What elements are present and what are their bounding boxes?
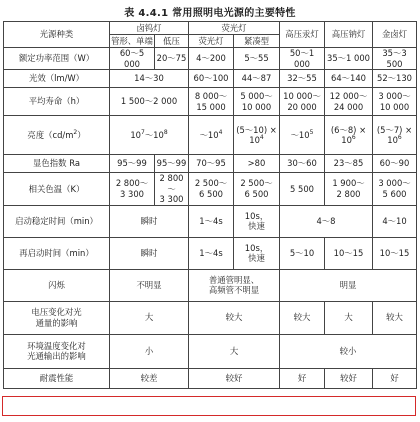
cell-line: 高频管不明显 [208,285,260,295]
label-line: 电压变化对光 [31,307,82,317]
cell: 1～4s [189,205,234,237]
cell-line: 15 000 [196,101,226,112]
cell: 好 [373,368,417,388]
cell-text: ～10 [144,129,164,140]
cell-line [235,135,278,146]
row-label: 耐震性能 [4,368,110,388]
cell [234,88,280,116]
cell: 35～1 000 [325,48,373,70]
header-hp-sodium: 高压钠灯 [325,22,373,48]
cell-text: 10 [387,135,398,145]
cell-line: 10 000 [241,101,272,112]
row-restart-time [4,237,417,269]
cell-line: 快速 [248,253,265,263]
cell: 较大 [189,301,280,334]
cell [189,116,234,155]
cell: 10～15 [325,237,373,269]
row-label: 闪烁 [4,269,110,301]
cell: 44～87 [234,70,280,88]
cell: 32～55 [280,70,325,88]
cell-line: 10s， [244,242,269,253]
label-line: 光通输出的影响 [27,351,86,361]
cell-line: 3 300 [159,194,184,204]
cell-line: 20 000 [287,101,317,112]
cell: 较差 [110,368,189,388]
cell [373,116,417,155]
row-efficacy [4,70,417,88]
cell: 60～90 [373,155,417,173]
cell-text: 10 [249,135,260,145]
cell-line: 6 500 [244,188,269,199]
cell-sup: 6 [397,134,402,142]
cell: 较大 [280,301,325,334]
cell: 较好 [325,368,373,388]
cell-line: 1 900～ [332,178,365,189]
cell [189,173,234,206]
row-shock-resistance [4,368,417,388]
header-halogen-lowvoltage: 低压 [155,35,189,48]
cell-line: 2 500～ [240,178,273,189]
cell: 较大 [373,301,417,334]
cell-line: 2 800～ [159,173,184,194]
cell: 小 [110,334,189,368]
cell: 5～10 [280,237,325,269]
row-cct [4,173,417,206]
cell-line: 5 600 [382,188,407,199]
cell [325,88,373,116]
cell [110,173,155,206]
cell-line: 10s， [244,210,269,221]
cell-line: 12 000～ [329,91,368,101]
cell-sup: 6 [351,134,356,142]
row-label [4,301,110,334]
cell-sup: 4 [218,128,223,136]
cell-line: 6 500 [199,188,223,199]
cell [325,173,373,206]
cell-line [326,135,371,146]
label-text: 亮度（cd/m [27,129,74,140]
cell [234,173,280,206]
row-label: 平均寿命（h） [4,88,110,116]
cell: 14～30 [110,70,189,88]
cell [373,173,417,206]
cell [280,116,325,155]
cell: 较小 [280,334,417,368]
cell: 4～10 [373,205,417,237]
cell-line: (5～10) × [236,124,277,135]
cell: 64～140 [325,70,373,88]
row-label: 显色指数 Ra [4,155,110,173]
cell [234,205,280,237]
cell: 不明显 [110,269,189,301]
cell: 95～99 [110,155,155,173]
header-fluorescent: 荧光灯 [189,22,280,35]
row-flicker [4,269,417,301]
row-label [4,116,110,155]
header-row [4,22,417,35]
row-label: 相关色温（K） [4,173,110,206]
row-cri [4,155,417,173]
cell: 50～1 000 [280,48,325,70]
cell: 明显 [280,269,417,301]
cell [189,269,280,301]
cell-line: 普通管明显、 [208,274,260,285]
label-line: 通量的影响 [35,317,78,328]
cell-line: 24 000 [333,101,364,112]
cell [155,173,189,206]
cell-line: 10 000～ [283,91,321,101]
cell-line: (5～7) × [376,124,413,135]
cell: 4～8 [280,205,373,237]
cell: 瞬时 [110,237,189,269]
cell: 5～55 [234,48,280,70]
cell: 1 500～2 000 [110,88,189,116]
label-text: ） [77,129,86,140]
row-life [4,88,417,116]
row-label: 额定功率范围（W） [4,48,110,70]
label-sup: 2 [73,128,78,136]
cell [234,237,280,269]
cell: 好 [280,368,325,388]
row-temperature-effect [4,334,417,368]
cell [234,116,280,155]
cell-line: 3 000～ [378,178,411,189]
cell: 23～85 [325,155,373,173]
table-title: 表 4.4.1 常用照明电光源的主要特性 [124,8,296,19]
cell: 瞬时 [110,205,189,237]
cell-text: ～10 [290,129,310,140]
cell: 70～95 [189,155,234,173]
cell: 95～99 [155,155,189,173]
cell-sup: 8 [163,128,168,136]
header-type: 光源种类 [4,22,110,48]
cell-sup: 4 [259,134,264,142]
cell [189,88,234,116]
cell: 35～3 500 [373,48,417,70]
cell-line: (6～8) × [330,124,367,135]
cell: 4～200 [189,48,234,70]
cell: 5 500 [280,173,325,206]
cell-line [374,135,415,146]
cell-text: 10 [130,129,141,140]
cell: 较好 [189,368,280,388]
cell: 大 [189,334,280,368]
cell-line: 3 000～ [378,91,411,101]
header-halogen: 卤钨灯 [110,22,189,35]
header-fluorescent-tube: 荧光灯 [189,35,234,48]
cell: 60～100 [189,70,234,88]
cell-line: 5 000～ [240,91,273,101]
cell: 10～15 [373,237,417,269]
highlight-box [2,396,416,416]
cell: 1～4s [189,237,234,269]
cell [110,116,189,155]
row-label: 光效（lm/W） [4,70,110,88]
cell-text: ～10 [199,129,219,140]
cell: >80 [234,155,280,173]
cell [280,88,325,116]
cell [325,116,373,155]
row-start-time [4,205,417,237]
row-voltage-effect [4,301,417,334]
cell-line: 2 500～ [194,178,228,189]
cell-sup: 7 [140,128,145,136]
cell: 大 [325,301,373,334]
cell: 60～5 000 [110,48,155,70]
cell-text: 10 [341,135,352,145]
cell-line: 8 000～ [194,91,228,101]
cell: 20～75 [155,48,189,70]
label-line: 环境温度变化对 [27,340,86,351]
header-halogen-tubular: 管形、单端 [111,35,153,46]
cell: 52～130 [373,70,417,88]
cell-line: 2 800～ [115,178,149,189]
header-hp-mercury: 高压汞灯 [280,22,325,48]
row-label [4,334,110,368]
row-power [4,48,417,70]
cell-line: 2 800 [336,188,361,199]
cell-line: 3 300 [120,188,144,199]
cell [373,88,417,116]
cell: 30～60 [280,155,325,173]
row-label: 启动稳定时间（min） [4,205,110,237]
cell-sup: 5 [309,128,314,136]
row-label: 再启动时间（min） [4,237,110,269]
header-fluorescent-compact: 紧凑型 [234,35,280,48]
header-metal-halide: 金卤灯 [373,22,417,48]
row-luminance [4,116,417,155]
cell-line: 快速 [248,221,265,231]
cell: 大 [110,301,189,334]
cell-line: 10 000 [379,101,410,112]
light-source-characteristics-table [3,21,417,389]
